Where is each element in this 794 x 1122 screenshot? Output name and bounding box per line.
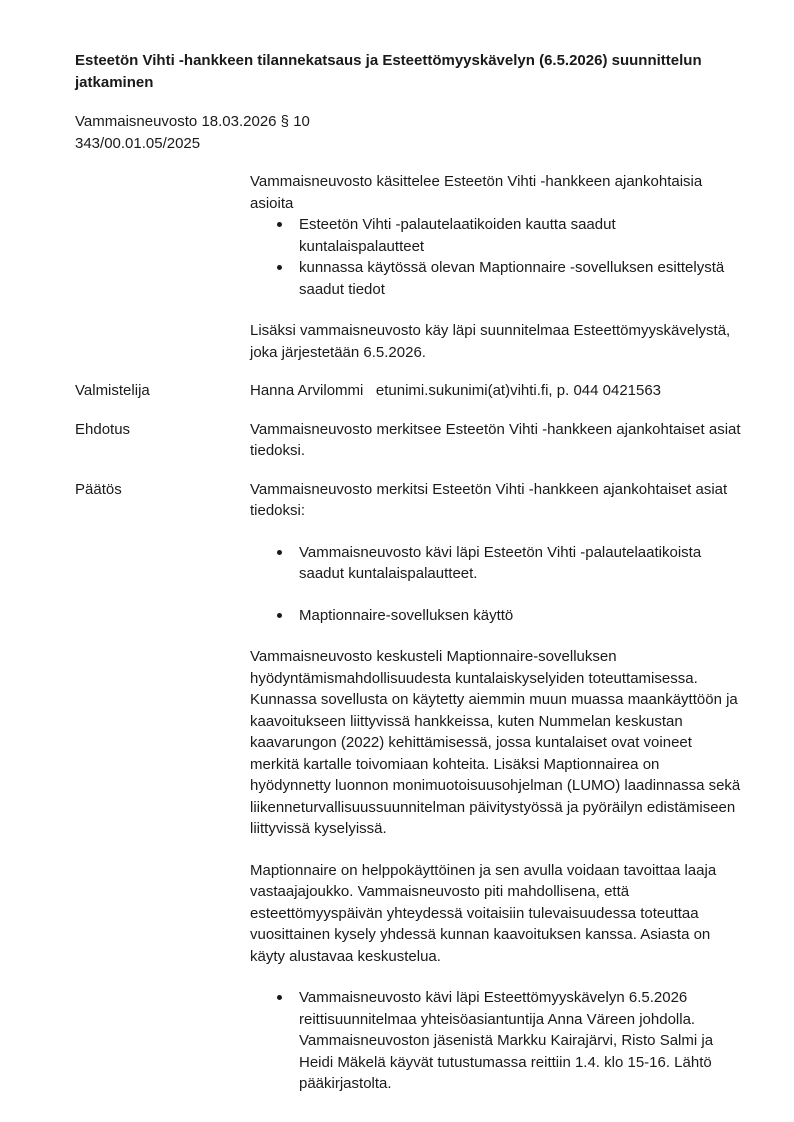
paatos-row: [75, 479, 741, 1095]
meeting-reference: Vammaisneuvosto 18.03.2026 § 10: [75, 113, 310, 130]
valmistelija-label: Valmistelija: [75, 382, 150, 399]
list-item: [250, 987, 742, 1095]
paatos-bullet-list: [250, 542, 742, 627]
page-title: Esteetön Vihti -hankkeen tilannekatsaus ja Esteettömyyskävelyn (6.5.2026) suunnittelun jatkaminen: [75, 52, 702, 91]
paatos-label: Päätös: [75, 480, 122, 498]
intro-bullet-list: [250, 214, 742, 300]
case-number: 343/00.01.05/2025: [75, 134, 201, 152]
list-item: [250, 542, 742, 585]
bullet-icon: [277, 222, 282, 227]
list-item-text: Vammaisneuvosto kävi läpi Esteettömyyskävelyn 6.5.2026 reittisuunnitelmaa yhteisöasiantuntija Anna Väreen johdolla. Vammaisneuvoston jäsenistä Markku Kairajärvi, Risto Salmi ja Heidi Mäkelä käyvät tutustumassa reittiin 1.4. klo 15-16. Lähtö pääkirjastolta.: [299, 989, 714, 1092]
ehdotus-text: Vammaisneuvosto merkitsee Esteetön Vihti -hankkeen ajankohtaiset asiat tiedoksi.: [250, 420, 741, 459]
list-item: [250, 257, 742, 300]
bullet-icon: [277, 613, 282, 618]
maptionnaire-paragraph-2: Maptionnaire on helppokäyttöinen ja sen avulla voidaan tavoittaa laaja vastaajajoukko. Vammaisneuvosto piti mahdollisena, että esteettömyyspäivän yhteydessä voitaisiin tulevaisuudessa toteuttaa vuosittainen kysely yhdessä kunnan kaavoituksen kanssa. Asiasta on käyty alustavaa keskustelua.: [250, 861, 717, 965]
ehdotus-row: [75, 419, 741, 462]
list-item: [250, 605, 742, 627]
maptionnaire-paragraph-1: Vammaisneuvosto keskusteli Maptionnaire-sovelluksen hyödyntämismahdollisuudesta kuntalaiskyselyiden toteuttamisessa. Kunnassa sovellusta on käytetty aiemmin muun muassa maankäyttöön ja kaavoitukseen liittyvissä hankkeissa, kuten Nummelan keskustan kaavarungon (2022) kehittämisessä, jossa kuntalaiset ovat voineet merkitä kartalle toivomiaan kohteita. Lisäksi Maptionnairea on hyödynnetty luonnon monimuotoisuusohjelman (LUMO) laadinnassa sekä liikenneturvallisuussuunnitelman päivitystyössä ja pyöräilyn edistämiseen liittyvissä kyselyissä.: [250, 648, 741, 837]
list-item-text: Maptionnaire-sovelluksen käyttö: [299, 606, 514, 624]
bullet-icon: [277, 550, 282, 555]
valmistelija-row: [75, 380, 736, 402]
intro-paragraph: Vammaisneuvosto käsittelee Esteetön Vihti -hankkeen ajankohtaisia asioita: [250, 173, 703, 212]
paatos-paragraph: Vammaisneuvosto merkitsi Esteetön Vihti -hankkeen ajankohtaiset asiat tiedoksi:: [250, 480, 728, 519]
bullet-icon: [277, 995, 282, 1000]
ehdotus-label: Ehdotus: [75, 420, 131, 438]
list-item-text: Vammaisneuvosto kävi läpi Esteetön Vihti -palautelaatikoista saadut kuntalaispalautteet.: [299, 543, 702, 582]
list-item-text: kunnassa käytössä olevan Maptionnaire -sovelluksen esittelystä saadut tiedot: [299, 259, 725, 298]
bullet-icon: [277, 265, 282, 270]
valmistelija-text: Hanna Arvilommi etunimi.sukunimi(at)vihti.fi, p. 044 0421563: [250, 382, 662, 399]
intro-closing-paragraph: Lisäksi vammaisneuvosto käy läpi suunnitelmaa Esteettömyyskävelystä, joka järjestetään 6.5.2026.: [250, 322, 731, 361]
meta-block: [75, 111, 736, 154]
list-item-text: Esteetön Vihti -palautelaatikoiden kautta saadut kuntalaispalautteet: [299, 216, 616, 255]
paatos-content: [250, 479, 742, 1095]
list-item: [250, 214, 742, 257]
intro-section: [250, 171, 742, 363]
paatos-final-bullet-list: [250, 987, 742, 1095]
